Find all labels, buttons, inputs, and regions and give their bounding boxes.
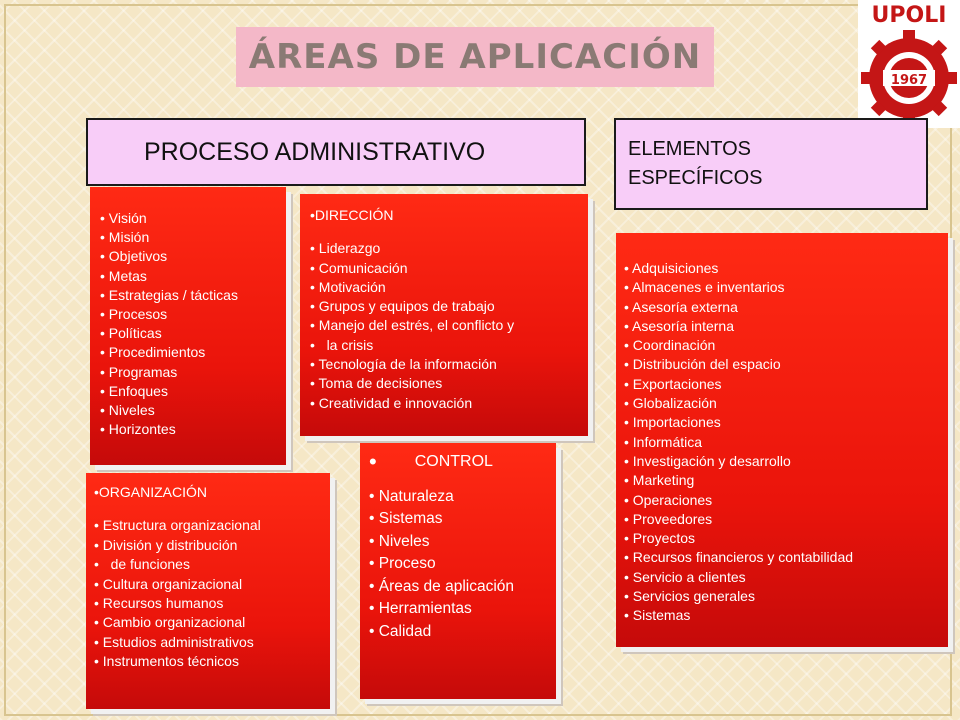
organizacion-heading: • ORGANIZACIÓN bbox=[94, 483, 330, 502]
list-item: • Liderazgo bbox=[310, 239, 588, 258]
logo-text: UPOLI bbox=[871, 3, 947, 28]
list-item: • Grupos y equipos de trabajo bbox=[310, 297, 588, 316]
list-item: • Procesos bbox=[100, 305, 286, 324]
elementos-header-label: ELEMENTOS ESPECÍFICOS bbox=[628, 138, 763, 189]
list-item: • Asesoría externa bbox=[624, 298, 948, 317]
list-item: • Recursos financieros y contabilidad bbox=[624, 548, 948, 567]
list-item: • Distribución del espacio bbox=[624, 355, 948, 374]
upoli-logo bbox=[858, 0, 960, 128]
spacer bbox=[94, 502, 330, 516]
list-item: • Coordinación bbox=[624, 336, 948, 355]
list-item: • Enfoques bbox=[100, 382, 286, 401]
list-item: • Horizontes bbox=[100, 420, 286, 439]
elementos-list bbox=[624, 259, 948, 626]
list-item: • Estructura organizacional bbox=[94, 516, 330, 535]
planeacion-box bbox=[90, 187, 286, 465]
list-item: • Procedimientos bbox=[100, 343, 286, 362]
list-item: • Recursos humanos bbox=[94, 594, 330, 613]
list-item: • Manejo del estrés, el conflicto y bbox=[310, 316, 588, 335]
list-item: • Globalización bbox=[624, 394, 948, 413]
list-item: • Informática bbox=[624, 433, 948, 452]
list-item: • Adquisiciones bbox=[624, 259, 948, 278]
list-item: • Exportaciones bbox=[624, 375, 948, 394]
list-item: • Motivación bbox=[310, 278, 588, 297]
list-item: • Objetivos bbox=[100, 247, 286, 266]
list-item: • Instrumentos técnicos bbox=[94, 652, 330, 671]
list-item: • Programas bbox=[100, 363, 286, 382]
list-item: • Misión bbox=[100, 228, 286, 247]
list-item: • Metas bbox=[100, 267, 286, 286]
direccion-list bbox=[310, 206, 588, 413]
elementos-especificos-header bbox=[614, 118, 928, 210]
list-item: • Comunicación bbox=[310, 259, 588, 278]
list-item: • Importaciones bbox=[624, 413, 948, 432]
direccion-heading: • DIRECCIÓN bbox=[310, 206, 588, 225]
list-item: • de funciones bbox=[94, 555, 330, 574]
control-heading-row bbox=[369, 451, 556, 474]
list-item: • Cambio organizacional bbox=[94, 613, 330, 632]
control-heading: CONTROL bbox=[414, 453, 493, 470]
list-item: • Políticas bbox=[100, 324, 286, 343]
list-item: • Marketing bbox=[624, 471, 948, 490]
list-item: • Visión bbox=[100, 209, 286, 228]
list-item: • Tecnología de la información bbox=[310, 355, 588, 374]
organizacion-list bbox=[94, 483, 330, 672]
bullet-icon: • bbox=[369, 449, 377, 474]
list-item: • Creatividad e innovación bbox=[310, 394, 588, 413]
spacer bbox=[310, 225, 588, 239]
proceso-administrativo-header bbox=[86, 118, 586, 186]
direccion-box bbox=[300, 194, 588, 436]
list-item: • Áreas de aplicación bbox=[369, 576, 556, 599]
page-title: ÁREAS DE APLICACIÓN bbox=[248, 37, 702, 77]
list-item: • Proceso bbox=[369, 553, 556, 576]
list-item: • Niveles bbox=[369, 531, 556, 554]
list-item: • Operaciones bbox=[624, 491, 948, 510]
list-item: • Herramientas bbox=[369, 598, 556, 621]
list-item: • Toma de decisiones bbox=[310, 374, 588, 393]
list-item: • Proyectos bbox=[624, 529, 948, 548]
list-item: • Investigación y desarrollo bbox=[624, 452, 948, 471]
proceso-header-label: PROCESO ADMINISTRATIVO bbox=[144, 137, 486, 166]
list-item: • Asesoría interna bbox=[624, 317, 948, 336]
list-item: • Niveles bbox=[100, 401, 286, 420]
list-item: • Naturaleza bbox=[369, 486, 556, 509]
list-item: • Sistemas bbox=[624, 606, 948, 625]
logo-year: 1967 bbox=[890, 73, 928, 88]
list-item: • Estudios administrativos bbox=[94, 633, 330, 652]
list-item: • Cultura organizacional bbox=[94, 575, 330, 594]
list-item: • Almacenes e inventarios bbox=[624, 278, 948, 297]
list-item: • Proveedores bbox=[624, 510, 948, 529]
planeacion-list bbox=[100, 209, 286, 439]
list-item: • la crisis bbox=[310, 336, 588, 355]
elementos-box bbox=[616, 233, 948, 647]
list-item: • División y distribución bbox=[94, 536, 330, 555]
organizacion-box bbox=[86, 473, 330, 709]
control-list bbox=[369, 486, 556, 644]
list-item: • Estrategias / tácticas bbox=[100, 286, 286, 305]
list-item: • Sistemas bbox=[369, 508, 556, 531]
list-item: • Calidad bbox=[369, 621, 556, 644]
list-item: • Servicio a clientes bbox=[624, 568, 948, 587]
control-box bbox=[360, 443, 556, 699]
title-banner bbox=[236, 27, 714, 87]
list-item: • Servicios generales bbox=[624, 587, 948, 606]
